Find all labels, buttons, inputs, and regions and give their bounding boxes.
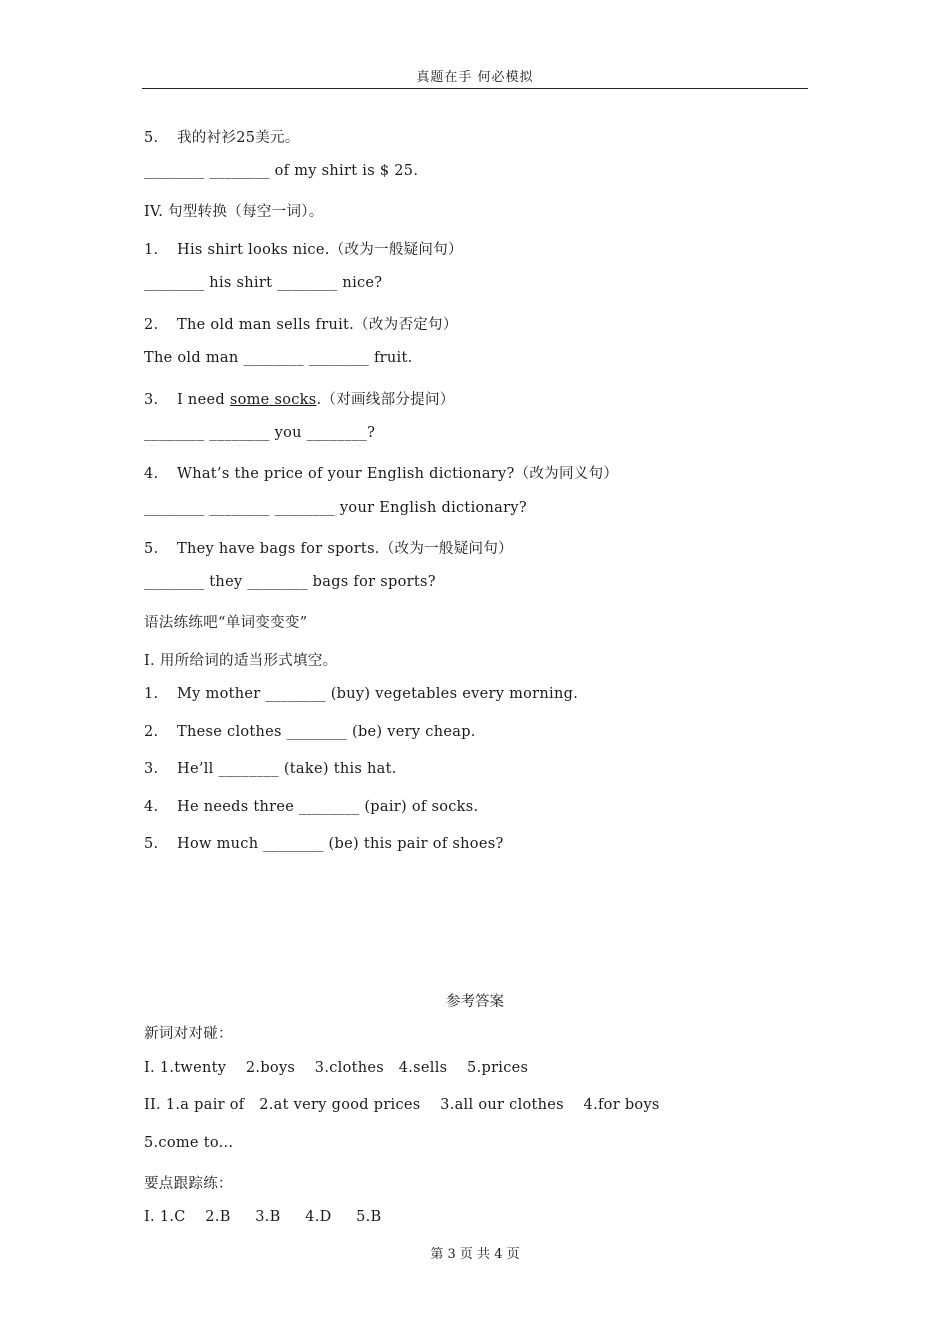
item-text: The old man sells fruit.（改为否定句） [177,317,458,333]
item-text-post: .（对画线部分提问） [316,392,455,408]
answer-line: ________ ________ you ________? [144,425,376,441]
item-number: 4. [144,799,159,815]
item-text: How much ________ (be) this pair of shoes? [177,836,504,852]
question-item [144,686,578,702]
item-number: 5. [144,130,159,146]
item-number: 5. [144,836,159,852]
section-heading: IV. 句型转换（每空一词）。 [144,204,324,220]
item-number: 2. [144,317,159,333]
item-number: 1. [144,242,159,258]
item-text: He’ll ________ (take) this hat. [177,761,397,777]
section-heading: 语法练练吧“单词变变变” [144,615,308,631]
question-item [144,313,458,334]
item-number: 3. [144,761,159,777]
question-item [144,799,478,815]
question-item [144,388,455,409]
item-text: These clothes ________ (be) very cheap. [177,724,476,740]
answers-section-heading: 新词对对碰： [144,1026,233,1042]
item-number: 2. [144,724,159,740]
answers-row: I. 1.twenty 2.boys 3.clothes 4.sells 5.prices [144,1060,529,1076]
question-item [144,761,397,777]
answer-line: ________ his shirt ________ nice? [144,275,383,291]
question-item [144,836,504,852]
question-item [144,724,476,740]
answers-row: 5.come to... [144,1135,234,1151]
answer-line: ________ ________ of my shirt is $ 25. [144,163,419,179]
answer-line: ________ ________ ________ your English dictionary? [144,500,527,516]
answer-line: ________ they ________ bags for sports? [144,574,436,590]
item-text: What’s the price of your English dictionary?（改为同义句） [177,466,619,482]
item-text: His shirt looks nice.（改为一般疑问句） [177,242,463,258]
section-heading: I. 用所给词的适当形式填空。 [144,653,338,669]
item-text-pre: I need [177,392,230,408]
item-text: 我的衬衫25美元。 [177,130,300,146]
item-number: 5. [144,541,159,557]
item-text: He needs three ________ (pair) of socks. [177,799,479,815]
item-number: 4. [144,466,159,482]
answers-row: II. 1.a pair of 2.at very good prices 3.all our clothes 4.for boys [144,1097,660,1113]
question-item [144,126,300,147]
answer-line: The old man ________ ________ fruit. [144,350,413,366]
question-item [144,537,513,558]
underlined-phrase: some socks [229,392,317,408]
item-number: 1. [144,686,159,702]
question-item [144,462,618,483]
question-item [144,238,463,259]
item-text: My mother ________ (buy) vegetables every morning. [177,686,579,702]
page-header-title: 真题在手 何必模拟 [416,70,534,85]
page-number-footer: 第 3 页 共 4 页 [430,1247,520,1262]
answers-section-heading: 要点跟踪练： [144,1176,233,1192]
item-text: They have bags for sports.（改为一般疑问句） [177,541,513,557]
header-divider [142,88,808,89]
answers-row: I. 1.C 2.B 3.B 4.D 5.B [144,1209,382,1225]
answers-title: 参考答案 [446,994,504,1010]
item-number: 3. [144,392,159,408]
